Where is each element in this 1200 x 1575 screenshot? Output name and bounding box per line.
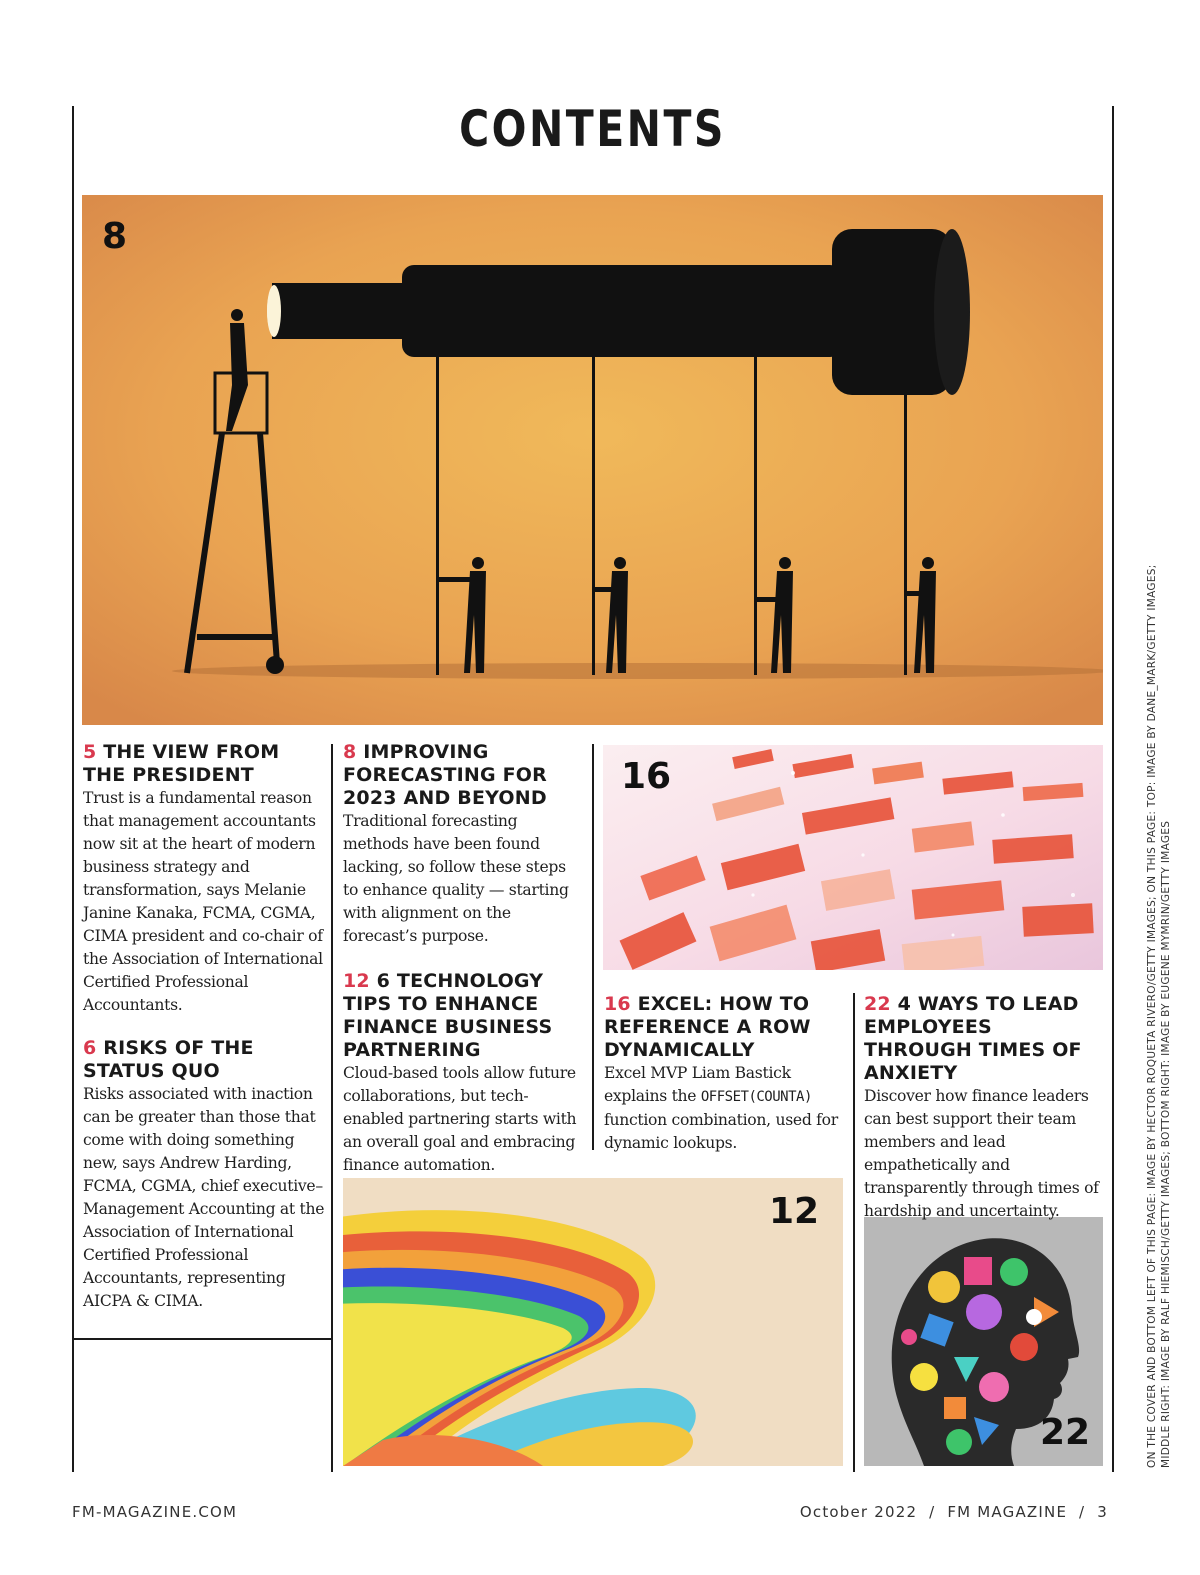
entry-description-text: Excel MVP Liam Bastick explains the xyxy=(604,1064,791,1105)
entry-description: Discover how finance leaders can best support their team members and lead empathetically and transparently through times of hardship and uncertainty. xyxy=(864,1087,1099,1220)
photo-credit-line: ON THE COVER AND BOTTOM LEFT OF THIS PAGE: IMAGE BY HECTOR ROQUETA RIVERO/GETTY IMAGES; ON THIS PAGE: TOP: IMAGE BY DANE_MARK/GETTY IMAGES; xyxy=(1146,564,1158,1468)
contents-entry-anxiety[interactable] xyxy=(864,993,1104,1223)
entry-heading[interactable] xyxy=(343,970,585,1062)
image-excel-tiles[interactable] xyxy=(603,745,1103,970)
entry-heading[interactable] xyxy=(864,993,1104,1085)
image-anxiety-profile[interactable] xyxy=(864,1217,1103,1466)
entry-page-number: 22 xyxy=(864,993,891,1015)
entry-title: THE VIEW FROM THE PRESIDENT xyxy=(83,741,280,786)
photo-credit-line: MIDDLE RIGHT: IMAGE BY RALF HIEMISCH/GETTY IMAGES; BOTTOM RIGHT: IMAGE BY EUGENE MYMRIN/GETTY IMAGES xyxy=(1160,820,1172,1468)
column-rule-3 xyxy=(853,993,855,1472)
contents-entry-technology-tips[interactable] xyxy=(343,970,585,1177)
entry-description: Traditional forecasting methods have been found lacking, so follow these steps to enhance quality — starting with alignment on the forecast’s purpose. xyxy=(343,812,569,945)
entry-title: EXCEL: HOW TO REFERENCE A ROW DYNAMICALLY xyxy=(604,993,811,1061)
entry-title: 6 TECHNOLOGY TIPS TO ENHANCE FINANCE BUSINESS PARTNERING xyxy=(343,970,553,1061)
contents-entry-status-quo[interactable] xyxy=(83,1037,325,1313)
image-page-badge: 8 xyxy=(102,216,128,257)
telescope-illustration xyxy=(82,195,1103,725)
image-page-badge: 12 xyxy=(769,1191,820,1232)
right-frame-rule xyxy=(1112,106,1114,1472)
page-title: CONTENTS xyxy=(459,100,726,158)
tiles-illustration xyxy=(603,745,1103,970)
column-rule-1 xyxy=(331,744,333,1472)
entry-page-number: 16 xyxy=(604,993,631,1015)
rainbow-illustration xyxy=(343,1178,843,1466)
hero-image-telescope[interactable] xyxy=(82,195,1103,725)
entry-heading[interactable] xyxy=(604,993,848,1062)
entry-description: Cloud-based tools allow future collaborations, but tech-enabled partnering starts with an overall goal and embracing finance automation. xyxy=(343,1064,577,1174)
left-frame-rule xyxy=(72,106,74,1472)
contents-entry-president[interactable] xyxy=(83,741,325,1017)
contents-entry-forecasting[interactable] xyxy=(343,741,585,948)
contents-entry-excel[interactable] xyxy=(604,993,848,1155)
entry-description: Risks associated with inaction can be greater than those that come with doing something new, says Andrew Harding, FCMA, CGMA, chief executive–Management Accounting at the Association of International Certified Professional Accountants, representing AICPA & CIMA. xyxy=(83,1085,325,1310)
entry-page-number: 8 xyxy=(343,741,357,763)
column-rule-2 xyxy=(592,744,594,1150)
entry-heading[interactable] xyxy=(343,741,585,810)
image-technology-rainbow[interactable] xyxy=(343,1178,843,1466)
entry-title: 4 WAYS TO LEAD EMPLOYEES THROUGH TIMES OF ANXIETY xyxy=(864,993,1082,1084)
footer-website[interactable]: FM-MAGAZINE.COM xyxy=(72,1503,238,1521)
entry-title: IMPROVING FORECASTING FOR 2023 AND BEYOND xyxy=(343,741,547,809)
image-page-badge: 22 xyxy=(1040,1412,1091,1453)
entry-description xyxy=(604,1062,848,1155)
entry-description: Trust is a fundamental reason that management accountants now sit at the heart of modern business strategy and transformation, says Melanie Janine Kanaka, FCMA, CGMA, CIMA president and co-chair of the Association of International Certified Professional Accountants. xyxy=(83,789,323,1014)
photo-credit-vertical xyxy=(1145,488,1173,1468)
footer-issue-info: October 2022 / FM MAGAZINE / 3 xyxy=(799,1503,1108,1521)
entry-title: RISKS OF THE STATUS QUO xyxy=(83,1037,254,1082)
entry-code-text: OFFSET(COUNTA) xyxy=(700,1089,812,1105)
image-page-badge: 16 xyxy=(621,756,672,797)
entry-page-number: 5 xyxy=(83,741,97,763)
entry-page-number: 12 xyxy=(343,970,370,992)
entry-description-text: function combination, used for dynamic lookups. xyxy=(604,1111,838,1152)
column-end-rule xyxy=(72,1338,332,1340)
entry-page-number: 6 xyxy=(83,1037,97,1059)
entry-heading[interactable] xyxy=(83,741,325,787)
entry-heading[interactable] xyxy=(83,1037,325,1083)
